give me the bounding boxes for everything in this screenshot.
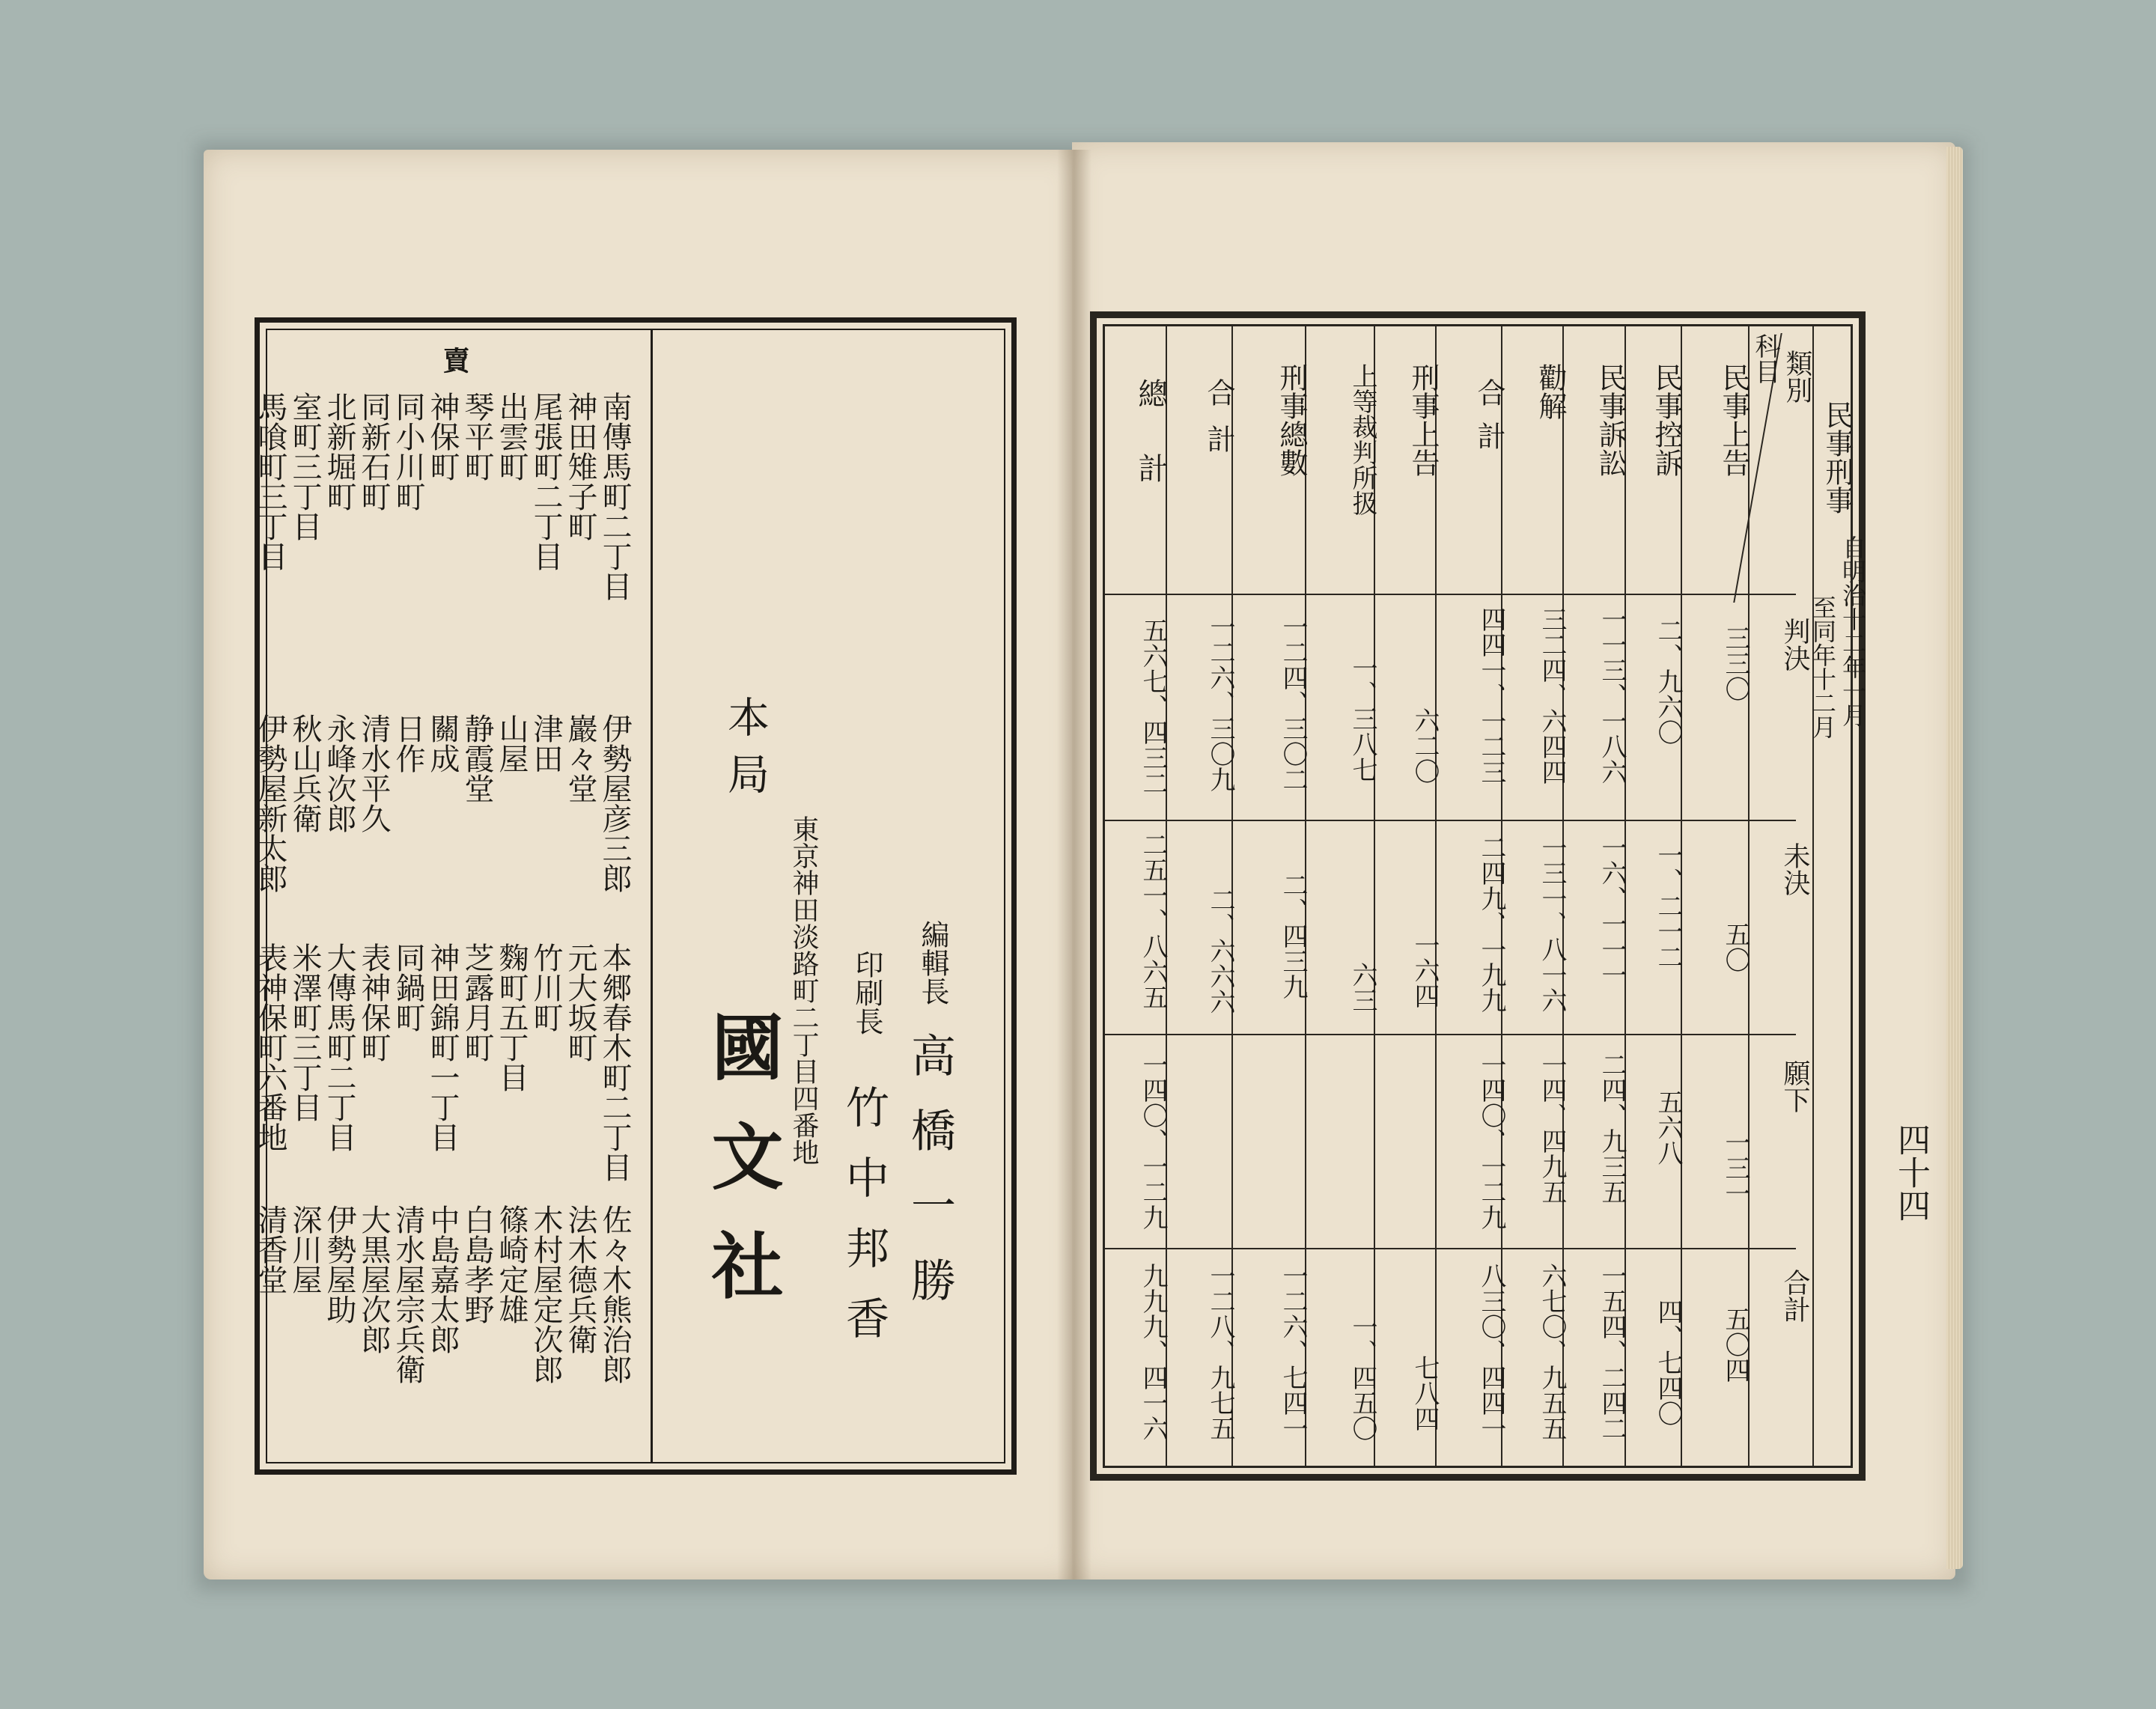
table-cell: 四四一、一二三 [1476, 606, 1506, 785]
seller-entry: 室町三丁目 [287, 392, 322, 541]
seller-entry: 中島嘉太郎 [425, 1204, 460, 1354]
seller-entry: 關成 [425, 713, 460, 773]
table-cell: 五〇 [1720, 921, 1750, 972]
seller-entry: 大傳馬町二丁目 [322, 942, 356, 1152]
row-label: 民事上告 [1717, 363, 1750, 477]
sellers-section [253, 336, 648, 1459]
seller-entry: 清水屋宗兵衛 [391, 1204, 425, 1384]
head-office-address: 東京神田淡路町二丁目四番地 [788, 815, 819, 1166]
row-label: 刑事上告 [1407, 363, 1440, 477]
table-line [1104, 1034, 1796, 1035]
col-header-total: 合計 [1779, 1269, 1810, 1323]
seller-group-1 [251, 392, 630, 601]
table-cell: 一、二一二 [1653, 842, 1683, 969]
row-label: 合計 [1202, 378, 1235, 471]
table-line [1435, 326, 1437, 1466]
seller-entry: 伊勢屋助 [322, 1204, 356, 1324]
table-cell: 五〇四 [1720, 1306, 1750, 1383]
seller-entry: 清水平久 [356, 713, 391, 833]
table-title-to: 至同年十二月 [1809, 595, 1837, 739]
seller-entry: 芝露月町 [460, 942, 494, 1062]
printer-name: 竹中邦香 [838, 1085, 889, 1366]
row-label: 上等裁判所扱 [1348, 363, 1377, 516]
table-cell: 一三一、八一六 [1537, 835, 1567, 1013]
table-cell: 三三〇 [1720, 625, 1750, 701]
table-cell: 一四〇、一二九 [1476, 1052, 1506, 1230]
table-line [1374, 326, 1375, 1466]
table-cell: 一二六、七四一 [1278, 1263, 1308, 1441]
seller-entry: 竹川町 [529, 942, 563, 1032]
colophon-divider [651, 329, 653, 1463]
seller-entry: 清香堂 [253, 1204, 287, 1294]
seller-entry: 伊勢屋彦三郎 [597, 713, 632, 893]
table-line [1681, 326, 1682, 1466]
table-cell: 一、四五〇 [1348, 1314, 1377, 1441]
row-label: 總計 [1133, 378, 1168, 528]
seller-entry: 馬喰町三丁目 [253, 392, 287, 571]
seller-entry: 大黒屋次郎 [356, 1204, 391, 1354]
row-label: 勸解 [1534, 363, 1567, 420]
seller-entry: 同鍋町 [391, 942, 425, 1032]
seller-entry: 伊勢屋新太郎 [253, 713, 287, 893]
table-line [1104, 594, 1796, 595]
table-cell: 一四〇、一二九 [1138, 1052, 1168, 1230]
colophon-frame [255, 317, 1017, 1475]
table-cell: 五六八 [1653, 1089, 1683, 1166]
table-line [1812, 326, 1814, 1466]
table-line [1166, 326, 1167, 1466]
table-cell: 一五四、二四二 [1597, 1263, 1627, 1441]
seller-entry: 日作 [391, 713, 425, 773]
table-cell: 二五一、八六五 [1138, 832, 1168, 1010]
seller-entry: 篠崎定雄 [494, 1204, 529, 1324]
row-label: 民事控訴 [1650, 363, 1683, 477]
table-cell: 五六七、四三二 [1138, 618, 1168, 796]
page-number: 四十四 [1892, 1123, 1930, 1222]
seller-entry: 尾張町二丁目 [529, 392, 563, 571]
table-line [1733, 333, 1834, 603]
seller-entry: 神田錦町一丁目 [425, 942, 460, 1152]
seller-entry: 深川屋 [287, 1204, 322, 1294]
table-cell: 七八四 [1410, 1355, 1440, 1431]
table-cell: 一六四 [1410, 932, 1440, 1008]
table-line [1231, 326, 1233, 1466]
table-line [1104, 820, 1796, 821]
header-category: 類別 [1782, 350, 1812, 403]
table-cell: 一四、四九五 [1537, 1052, 1567, 1204]
seller-entry: 白島孝野 [460, 1204, 494, 1324]
table-cell: 四、七四〇 [1653, 1299, 1683, 1426]
table-cell: 一三一 [1720, 1130, 1750, 1206]
seller-entry: 神保町 [425, 392, 460, 481]
table-line [1104, 1248, 1796, 1249]
row-label: 合計 [1473, 378, 1505, 465]
table-line [1562, 326, 1564, 1466]
seller-entry: 静霞堂 [460, 713, 494, 803]
table-cell: 二四九、一九九 [1476, 835, 1506, 1013]
table-cell: 一一三、一八六 [1597, 606, 1627, 785]
table-cell: 二、九六〇 [1653, 618, 1683, 745]
publisher-section [657, 336, 1008, 1459]
table-line [1624, 326, 1626, 1466]
seller-entry: 表神保町六番地 [253, 942, 287, 1152]
seller-entry: 山屋 [494, 713, 529, 773]
sellers-title: 賣 [439, 347, 470, 374]
table-cell: 二、四三九 [1278, 872, 1308, 999]
table-cell: 一二四、三〇二 [1278, 614, 1308, 792]
printer-label: 印刷長 [850, 950, 883, 1035]
table-cell: 一二八、九七五 [1205, 1263, 1235, 1441]
seller-entry: 木村屋定次郎 [529, 1204, 563, 1384]
seller-entry: 元大坂町 [563, 942, 597, 1062]
row-label: 刑事總數 [1275, 363, 1308, 477]
table-line [1748, 326, 1750, 1466]
editor-label: 編輯長 [916, 920, 949, 1005]
page-edges [1946, 147, 1963, 1569]
header-item: 科目 [1750, 333, 1780, 384]
table-cell: 八三〇、四四一 [1476, 1263, 1506, 1441]
seller-entry: 麴町五丁目 [494, 942, 529, 1092]
seller-entry: 佐々木熊治郎 [597, 1204, 632, 1384]
col-header-judged: 判決 [1779, 618, 1810, 671]
col-header-withdrawn: 願下 [1779, 1059, 1810, 1113]
col-header-pending: 未決 [1779, 842, 1810, 896]
stats-table-frame [1090, 311, 1866, 1481]
seller-entry: 本郷春木町二丁目 [597, 942, 632, 1182]
seller-entry: 神田雉子町 [563, 392, 597, 541]
seller-entry: 同新石町 [356, 392, 391, 511]
seller-entry: 表神保町 [356, 942, 391, 1062]
editor-name: 高橋一勝 [904, 1032, 956, 1332]
seller-group-4 [251, 1204, 630, 1384]
seller-entry: 米澤町三丁目 [287, 942, 322, 1122]
table-line [1305, 326, 1306, 1466]
table-cell: 六七〇、九五五 [1537, 1263, 1567, 1441]
table-line [1501, 326, 1502, 1466]
table-cell: 三二四、六四四 [1537, 606, 1567, 785]
table-cell: 一二六、三〇九 [1205, 614, 1235, 792]
row-label: 民事訴訟 [1594, 363, 1627, 477]
publisher-name: 國文社 [700, 1010, 785, 1338]
seller-entry: 津田 [529, 713, 563, 773]
seller-entry: 法木德兵衛 [563, 1204, 597, 1354]
table-cell: 二、六六六 [1205, 887, 1235, 1014]
seller-entry: 出雲町 [494, 392, 529, 481]
table-cell: 二四、九三五 [1597, 1052, 1627, 1204]
table-title-from: 自明治十二年一月 [1839, 535, 1867, 727]
seller-entry: 永峰次郎 [322, 713, 356, 833]
seller-entry: 南傳馬町二丁目 [597, 392, 632, 601]
seller-group-3 [251, 942, 630, 1182]
seller-entry: 琴平町 [460, 392, 494, 481]
table-cell: 一六、一一一 [1597, 835, 1627, 987]
book-gutter [1057, 150, 1091, 1579]
seller-entry: 秋山兵衛 [287, 713, 322, 833]
table-cell: 六三 [1348, 962, 1377, 1013]
seller-entry: 巖々堂 [563, 713, 597, 803]
table-cell: 六二〇 [1410, 707, 1440, 784]
table-cell: 一、三八七 [1348, 655, 1377, 782]
table-title-main: 民事刑事 [1821, 400, 1854, 514]
seller-group-2 [251, 713, 630, 893]
table-cell: 九九九、四一六 [1138, 1263, 1168, 1441]
head-office-label: 本局 [721, 695, 770, 809]
seller-entry: 同小川町 [391, 392, 425, 511]
seller-entry: 北新堀町 [322, 392, 356, 511]
